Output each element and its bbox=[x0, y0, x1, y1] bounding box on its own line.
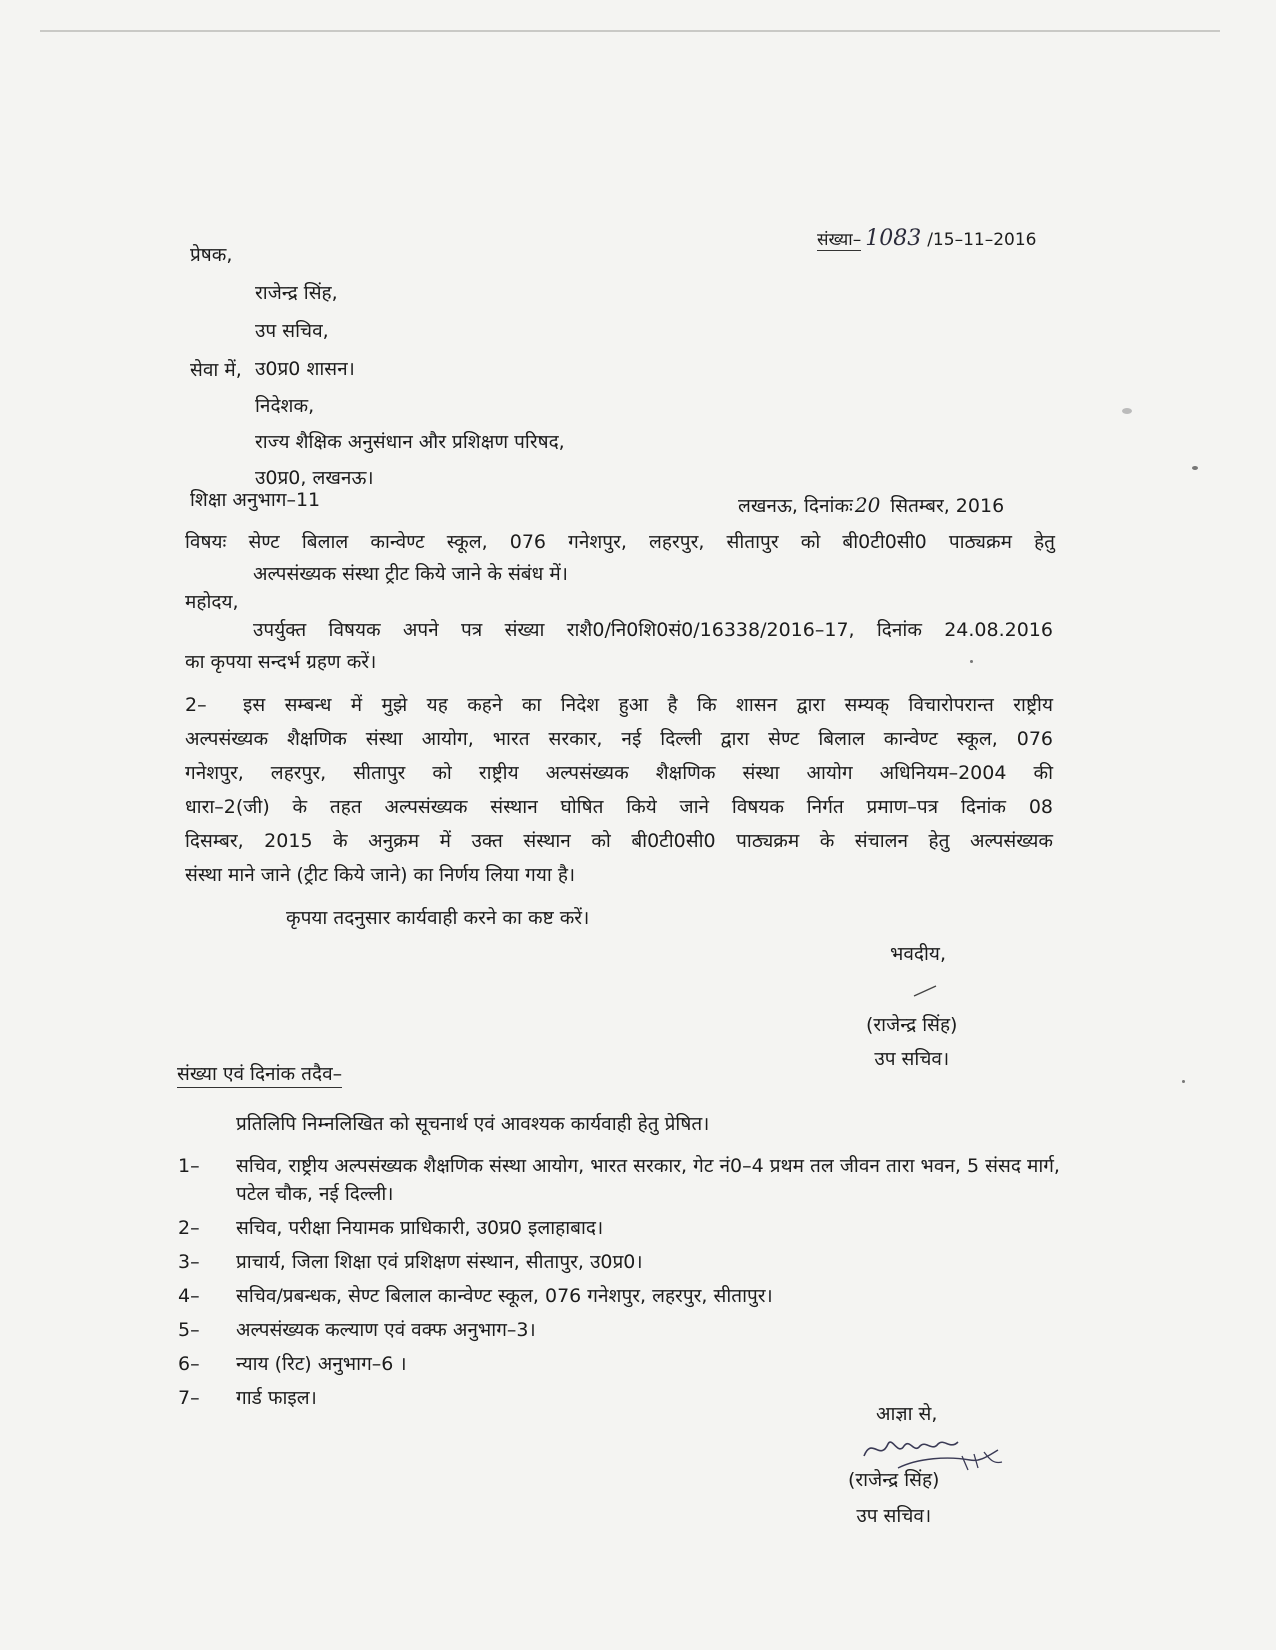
paragraph-2-line-1 bbox=[185, 688, 1053, 722]
copy-item-text: सचिव/प्रबन्धक, सेण्ट बिलाल कान्वेण्ट स्कूल, 076 गनेशपुर, लहरपुर, सीतापुर। bbox=[236, 1285, 773, 1307]
paragraph-1 bbox=[185, 614, 1053, 678]
recipient-place: उ0प्र0, लखनऊ। bbox=[255, 467, 374, 489]
copy-heading bbox=[177, 1060, 342, 1086]
copy-intro: प्रतिलिपि निम्नलिखित को सूचनार्थ एवं आवश्यक कार्यवाही हेतु प्रेषित। bbox=[236, 1113, 710, 1135]
signatory-designation-1: उप सचिव। bbox=[874, 1048, 950, 1070]
signatory-name-1: (राजेन्द्र सिंह) bbox=[866, 1014, 958, 1036]
copy-item-text: सचिव, परीक्षा नियामक प्राधिकारी, उ0प्र0 इलाहाबाद। bbox=[236, 1217, 604, 1239]
paragraph-2-line-3: गनेशपुर, लहरपुर, सीतापुर को राष्ट्रीय अल्पसंख्यक शैक्षणिक संस्था आयोग अधिनियम–2004 की bbox=[185, 762, 1053, 784]
copy-list-item bbox=[178, 1282, 1078, 1310]
recipient-heading: सेवा में, bbox=[190, 359, 242, 381]
signatory-designation-2: उप सचिव। bbox=[856, 1505, 932, 1527]
recipient-block bbox=[190, 352, 565, 496]
sender-office: उ0प्र0 शासन। bbox=[255, 358, 355, 380]
signature-tick bbox=[912, 984, 938, 998]
paragraph-2-line-6: संस्था माने जाने (ट्रीट किये जाने) का निर्णय लिया गया है। bbox=[185, 864, 576, 886]
place-date bbox=[738, 492, 1004, 518]
reference-date: /15–11–2016 bbox=[927, 230, 1037, 250]
subject-line-2: अल्पसंख्यक संस्था ट्रीट किये जाने के संबंध में। bbox=[253, 563, 568, 585]
handwritten-reference-number: 1083 bbox=[865, 226, 922, 251]
subject-line-1: विषयः सेण्ट बिलाल कान्वेण्ट स्कूल, 076 गनेशपुर, लहरपुर, सीतापुर को बी0टी0सी0 पाठ्यक्रम हेतु bbox=[185, 531, 1055, 553]
reference-label: संख्या– bbox=[817, 230, 862, 250]
department: शिक्षा अनुभाग–11 bbox=[190, 489, 321, 511]
copy-item-number: 7– bbox=[178, 1387, 200, 1409]
reference-number bbox=[817, 226, 1036, 251]
copy-item-text: सचिव, राष्ट्रीय अल्पसंख्यक शैक्षणिक संस्था आयोग, भारत सरकार, गेट नं0–4 प्रथम तल जीवन तारा भवन, 5 संसद मार्ग, पटेल चौक, नई दिल्ली। bbox=[236, 1155, 1060, 1205]
copy-item-number: 2– bbox=[178, 1217, 200, 1239]
sender-name: राजेन्द्र सिंह, bbox=[255, 282, 338, 304]
copy-list-item bbox=[178, 1152, 1078, 1208]
copy-item-number: 5– bbox=[178, 1319, 200, 1341]
signature-block-2 bbox=[848, 1462, 939, 1534]
paragraph-2-number: 2– bbox=[185, 694, 207, 716]
copy-list-item bbox=[178, 1350, 1078, 1378]
place-date-suffix: सितम्बर, 2016 bbox=[890, 495, 1005, 517]
subject bbox=[185, 526, 1055, 590]
copy-item-text: न्याय (रिट) अनुभाग–6 । bbox=[236, 1353, 407, 1375]
copy-list-item bbox=[178, 1248, 1078, 1276]
paragraph-2-line-1-text: इस सम्बन्ध में मुझे यह कहने का निदेश हुआ है कि शासन द्वारा सम्यक् विचारोपरान्त राष्ट्रीय bbox=[243, 694, 1053, 716]
paragraph-3: कृपया तदनुसार कार्यवाही करने का कष्ट करें। bbox=[286, 907, 590, 929]
salutation: महोदय, bbox=[185, 591, 239, 613]
copy-item-text: गार्ड फाइल। bbox=[236, 1387, 317, 1409]
scan-speck bbox=[1192, 466, 1198, 470]
signature-block-1 bbox=[866, 1008, 957, 1076]
paragraph-1-line-2: का कृपया सन्दर्भ ग्रहण करें। bbox=[185, 651, 377, 673]
copy-heading-text: संख्या एवं दिनांक तदैव– bbox=[177, 1063, 342, 1088]
paragraph-2-line-2: अल्पसंख्यक शैक्षणिक संस्था आयोग, भारत सरकार, नई दिल्ली द्वारा सेण्ट बिलाल कान्वेण्ट स्कूल, 076 bbox=[185, 728, 1053, 750]
closing: भवदीय, bbox=[890, 943, 946, 965]
recipient-organization: राज्य शैक्षिक अनुसंधान और प्रशिक्षण परिषद, bbox=[255, 431, 565, 453]
copy-item-number: 6– bbox=[178, 1353, 200, 1375]
scan-speck bbox=[1122, 408, 1132, 414]
order-line: आज्ञा से, bbox=[876, 1403, 938, 1425]
copy-item-text: प्राचार्य, जिला शिक्षा एवं प्रशिक्षण संस्थान, सीतापुर, उ0प्र0। bbox=[236, 1251, 643, 1273]
recipient-designation: निदेशक, bbox=[255, 395, 315, 417]
signatory-name-2: (राजेन्द्र सिंह) bbox=[848, 1469, 940, 1491]
copy-list-item bbox=[178, 1316, 1078, 1344]
paragraph-2-line-4: धारा–2(जी) के तहत अल्पसंख्यक संस्थान घोषित किये जाने विषयक निर्गत प्रमाण–पत्र दिनांक 08 bbox=[185, 796, 1053, 818]
place-date-prefix: लखनऊ, दिनांकः bbox=[738, 495, 853, 517]
copy-list-item bbox=[178, 1214, 1078, 1242]
copy-list-item bbox=[178, 1384, 1078, 1412]
paragraph-2-line-5: दिसम्बर, 2015 के अनुक्रम में उक्त संस्थान को बी0टी0सी0 पाठ्यक्रम के संचालन हेतु अल्पसंख्यक bbox=[185, 830, 1053, 852]
paragraph-2 bbox=[185, 688, 1053, 892]
handwritten-day: 20 bbox=[854, 493, 881, 517]
copy-item-number: 3– bbox=[178, 1251, 200, 1273]
copy-item-number: 4– bbox=[178, 1285, 200, 1307]
scan-speck bbox=[1182, 1080, 1185, 1083]
paragraph-1-line-1: उपर्युक्त विषयक अपने पत्र संख्या राशै0/नि0शि0सं0/16338/2016–17, दिनांक 24.08.2016 bbox=[253, 619, 1053, 641]
copy-list bbox=[178, 1152, 1078, 1418]
copy-item-number: 1– bbox=[178, 1155, 200, 1177]
page-edge bbox=[40, 30, 1220, 32]
copy-item-text: अल्पसंख्यक कल्याण एवं वक्फ अनुभाग–3। bbox=[236, 1319, 536, 1341]
sender-designation: उप सचिव, bbox=[255, 320, 329, 342]
sender-heading: प्रेषक, bbox=[190, 244, 233, 266]
